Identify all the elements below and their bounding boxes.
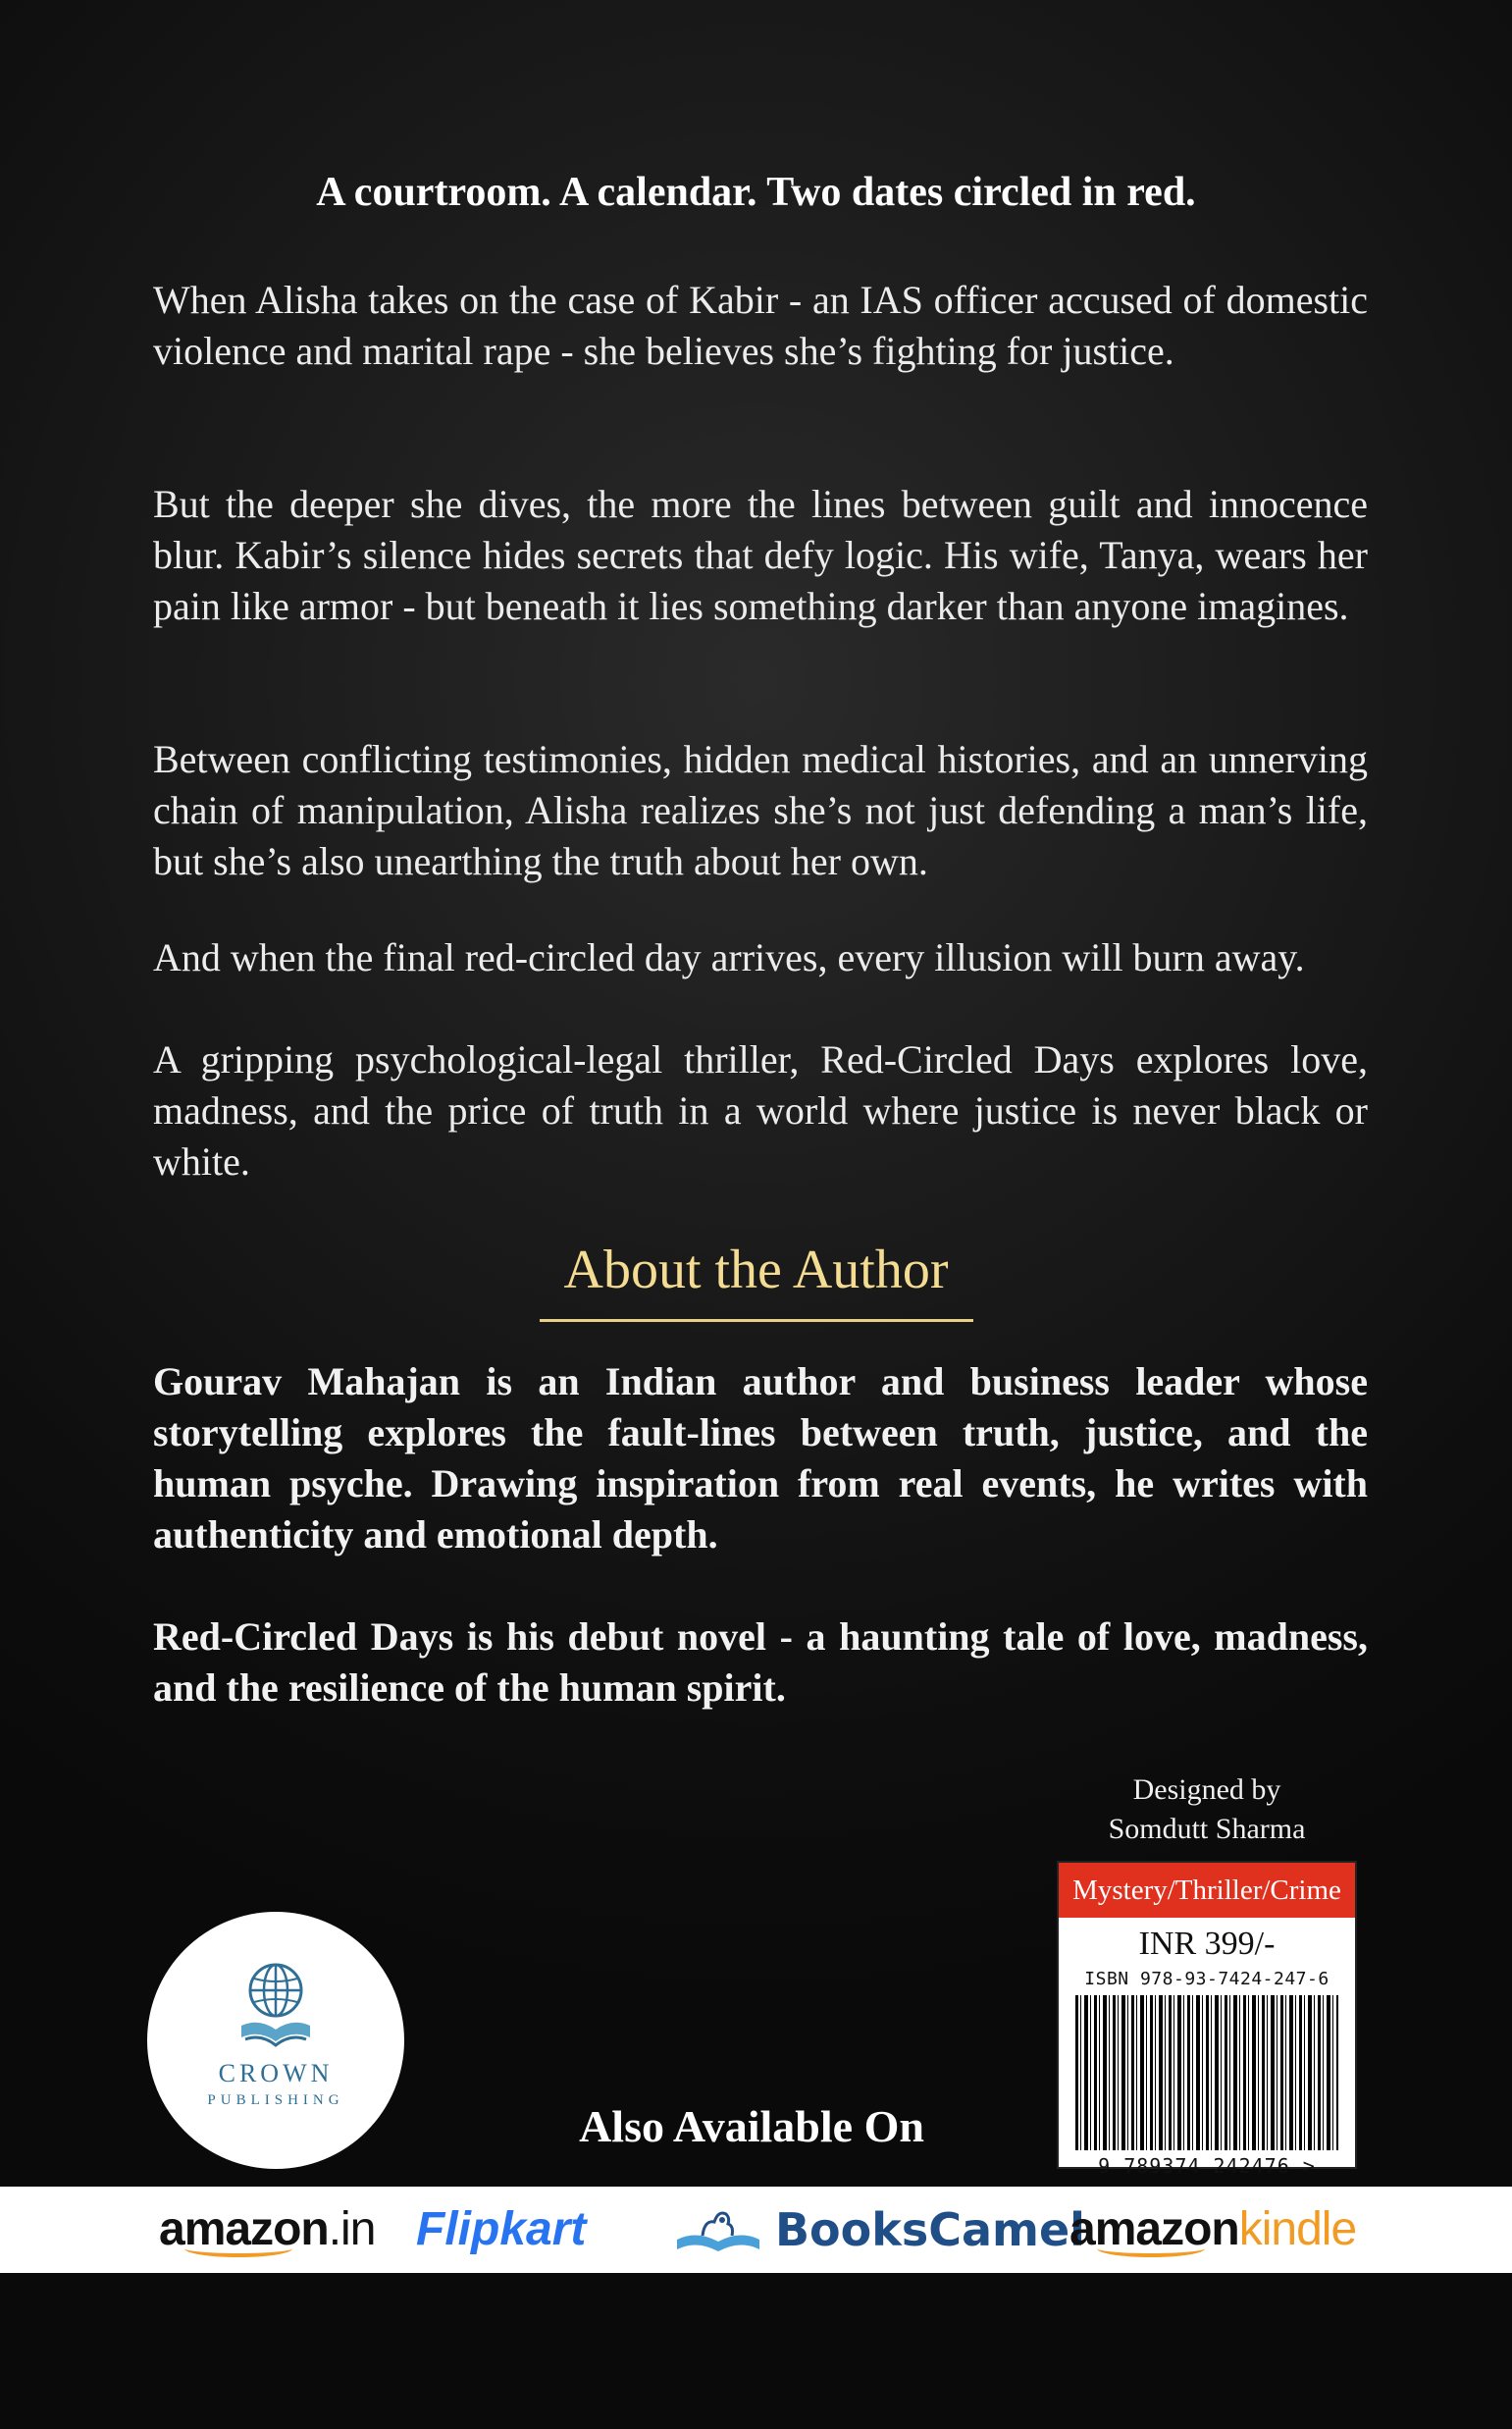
author-bio-paragraph-1: Gourav Mahajan is an Indian author and business leader whose storytelling explores the fault-lines between truth, justice, and the human psyche. Drawing inspiration from real events, he writes with authenticity and emotional depth. xyxy=(153,1359,1368,1557)
blurb-paragraph-5: A gripping psychological-legal thriller, Red-Circled Days explores love, madness, and the price of truth in a world where justice is never black or white. xyxy=(153,1037,1368,1184)
tagline: A courtroom. A calendar. Two dates circled in red. xyxy=(316,170,1196,215)
barcode xyxy=(1075,1995,1338,2150)
amazon-kindle-logo[interactable] xyxy=(1069,2187,1356,2273)
amazon-kindle-suffix: kindle xyxy=(1238,2203,1357,2255)
blurb-paragraph-1: When Alisha takes on the case of Kabir - an IAS officer accused of domestic violence and marital rape - she believes she’s fighting for justice. xyxy=(153,278,1368,373)
credit-line-2: Somdutt Sharma xyxy=(1108,1813,1306,1845)
about-author-heading: About the Author xyxy=(563,1240,949,1300)
barcode-number: 9 789374 242476 > xyxy=(1098,2154,1316,2178)
genre-label: Mystery/Thriller/Crime xyxy=(1059,1863,1355,1918)
publisher-name: CROWN xyxy=(218,2059,334,2087)
isbn-label: ISBN 978-93-7424-247-6 xyxy=(1084,1969,1330,1989)
kindle-smile-icon xyxy=(1097,2240,1205,2257)
price-barcode-box xyxy=(1057,1861,1357,2178)
flipkart-logo[interactable]: Flipkart xyxy=(416,2203,587,2255)
amazon-kindle-main: amazon xyxy=(1069,2203,1239,2255)
amazon-smile-icon xyxy=(184,2240,292,2257)
amazon-in-suffix: .in xyxy=(328,2203,376,2255)
heading-underline xyxy=(540,1319,973,1322)
store-logos-bar xyxy=(0,2187,1512,2273)
camel-book-icon xyxy=(673,2200,763,2259)
price-label: INR 399/- xyxy=(1138,1926,1276,1962)
bookscamel-logo[interactable]: BooksCamel xyxy=(775,2203,1085,2256)
publisher-subtitle: PUBLISHING xyxy=(207,2092,344,2108)
author-bio-paragraph-2: Red-Circled Days is his debut novel - a haunting tale of love, madness, and the resilience of the human spirit. xyxy=(153,1614,1368,1710)
blurb-paragraph-4: And when the final red-circled day arrives, every illusion will burn away. xyxy=(153,935,1305,979)
blurb-paragraph-3: Between conflicting testimonies, hidden medical histories, and an unnerving chain of manipulation, Alisha realizes she’s not just defending a man’s life, but she’s also unearthing the truth about her own. xyxy=(153,737,1368,883)
globe-book-icon xyxy=(239,1959,312,2053)
publisher-logo xyxy=(147,1912,404,2169)
credit-line-1: Designed by xyxy=(1132,1773,1281,1806)
amazon-in-main: amazon xyxy=(159,2203,329,2255)
designer-credit xyxy=(1060,1770,1354,1849)
blurb-paragraph-2: But the deeper she dives, the more the lines between guilt and innocence blur. Kabir’s silence hides secrets that defy logic. His wife, Tanya, wears her pain like armor - but beneath it lies something darker than anyone imagines. xyxy=(153,482,1368,628)
also-available-heading: Also Available On xyxy=(579,2101,924,2151)
amazon-in-logo[interactable] xyxy=(159,2187,375,2273)
